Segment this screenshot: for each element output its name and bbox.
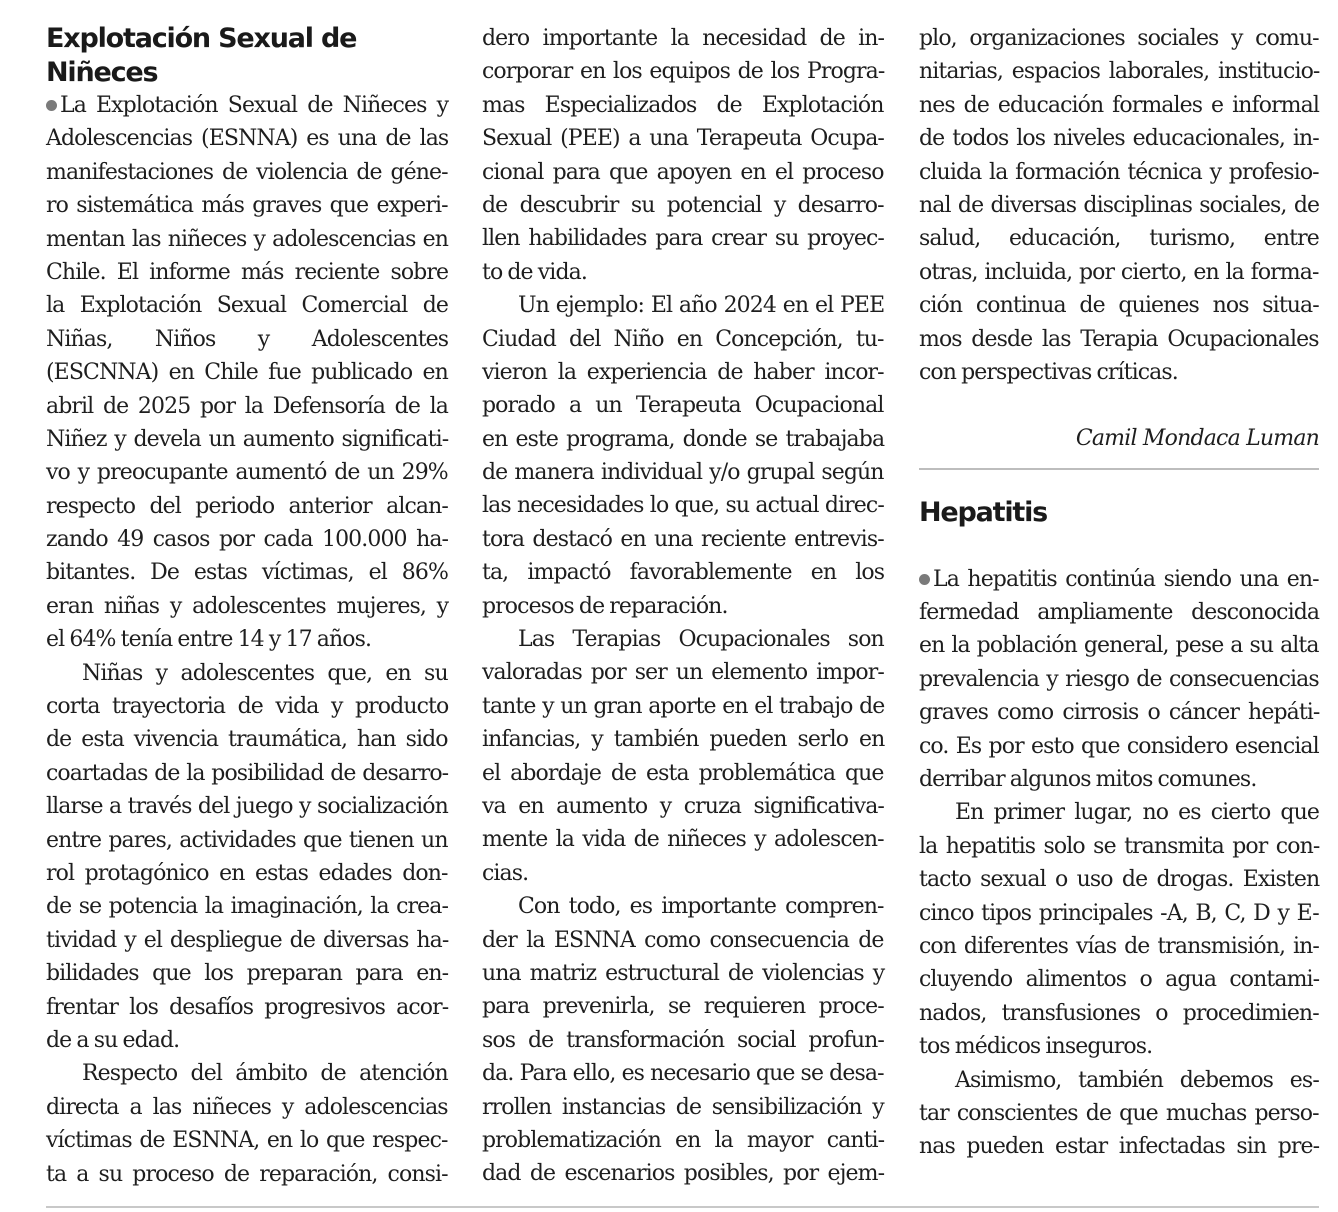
- text-line-content: Sexual (PEE) a una Terapeuta Ocupa-: [482, 126, 884, 152]
- text-line-content: nal de diversas disciplinas sociales, de: [919, 192, 1320, 218]
- text-line-content: ta a su proceso de reparación, consi-: [46, 1161, 448, 1187]
- text-line-content: otras, incluida, por cierto, en la forma-: [919, 259, 1319, 285]
- text-line: [482, 757, 884, 790]
- text-line-content: La Explotación Sexual de Niñeces y: [60, 93, 449, 118]
- text-line-content: mos desde las Terapia Ocupacionales: [919, 326, 1319, 352]
- text-line-content: plo, organizaciones sociales y comu-: [919, 26, 1319, 51]
- text-line-content: respecto del periodo anterior alcan-: [46, 493, 448, 519]
- text-line-content: en este programa, donde se trabajaba: [482, 426, 885, 452]
- text-line: [46, 991, 448, 1024]
- text-line-content: cional para que apoyen en el proceso: [482, 159, 884, 185]
- text-line-content: Con todo, es importante compren-: [518, 894, 884, 920]
- text-line-content: en la población general, pese a su alta: [919, 633, 1319, 659]
- text-line-content: sos de transformación social profun-: [482, 1027, 884, 1053]
- text-line-content: tacto sexual o uso de drogas. Existen: [919, 867, 1320, 893]
- text-line-content: Niñas, Niños y Adolescentes: [46, 326, 449, 352]
- column-3: [919, 22, 1319, 1164]
- text-line: [46, 623, 448, 656]
- text-line: [482, 456, 884, 489]
- column-2: [482, 22, 884, 1191]
- text-line: [46, 122, 448, 155]
- text-line-content: corta trayectoria de vida y producto: [46, 694, 449, 720]
- text-line: [919, 897, 1319, 930]
- bullet-icon: [919, 574, 930, 585]
- article-body-col3: [919, 22, 1319, 389]
- text-line: [919, 156, 1319, 189]
- text-line: [919, 596, 1319, 629]
- text-line: [482, 55, 884, 88]
- text-line-content: nes de educación formales e informal: [919, 92, 1319, 118]
- text-line: [482, 256, 884, 289]
- text-line: [46, 423, 448, 456]
- text-line: [482, 89, 884, 122]
- text-line-content: bilidades que los preparan para en-: [46, 961, 449, 987]
- text-line-content: vo y preocupante aumentó de un 29%: [46, 460, 448, 486]
- text-line: [919, 1130, 1319, 1163]
- page-bottom-rule: [46, 1206, 1319, 1208]
- text-line-content: corporar en los equipos de los Progra-: [482, 59, 885, 85]
- text-line: [46, 490, 448, 523]
- text-line: [46, 790, 448, 823]
- text-line: [482, 1157, 884, 1190]
- text-line: [482, 623, 884, 656]
- text-line: [919, 22, 1319, 55]
- text-line-content: cinco tipos principales -A, B, C, D y E-: [919, 900, 1319, 926]
- bullet-icon: [46, 100, 57, 111]
- text-line: [46, 556, 448, 589]
- text-line: [482, 1024, 884, 1057]
- text-line: [482, 1091, 884, 1124]
- text-line: [482, 489, 884, 522]
- text-line: [482, 957, 884, 990]
- text-line-content: prevalencia y riesgo de consecuencias: [919, 666, 1319, 692]
- text-line: [46, 89, 448, 122]
- text-line: [919, 122, 1319, 155]
- text-line-content: Ciudad del Niño en Concepción, tu-: [482, 326, 884, 352]
- text-line-content: la Explotación Sexual Comercial de: [46, 293, 448, 319]
- text-line: [46, 323, 448, 356]
- article-title-hepatitis: Hepatitis: [919, 496, 1048, 528]
- text-line: [482, 723, 884, 756]
- text-line-content: problematización en la mayor canti-: [482, 1127, 885, 1153]
- text-line-content: el abordaje de esta problemática que: [482, 760, 884, 786]
- text-line: [482, 156, 884, 189]
- text-line-content: manifestaciones de violencia de géne-: [46, 159, 448, 185]
- text-line: [919, 189, 1319, 222]
- text-line: [919, 930, 1319, 963]
- text-line-content: de todos los niveles educacionales, in-: [919, 126, 1319, 152]
- text-line-content: de se potencia la imaginación, la crea-: [46, 894, 448, 920]
- text-line: [482, 389, 884, 422]
- text-line: [46, 757, 448, 790]
- text-line-content: Niñas y adolescentes que, en su: [82, 660, 448, 686]
- text-line-content: víctimas de ESNNA, en lo que respec-: [46, 1128, 448, 1154]
- text-line: [46, 657, 448, 690]
- text-line: [919, 663, 1319, 696]
- text-line-content: tante y un gran aporte en el trabajo de: [482, 693, 885, 719]
- text-line-content: ta, impactó favorablemente en los: [482, 560, 885, 586]
- text-line: [46, 256, 448, 289]
- text-line-content: con diferentes vías de transmisión, in-: [919, 933, 1319, 959]
- text-line: [919, 356, 1319, 389]
- text-line: [919, 256, 1319, 289]
- article-body-hepatitis: [919, 563, 1319, 1164]
- text-line: [482, 556, 884, 589]
- text-line-content: porado a un Terapeuta Ocupacional: [482, 393, 884, 419]
- column-1: [46, 22, 448, 1191]
- text-line: [482, 590, 884, 623]
- text-line: [482, 857, 884, 890]
- text-line-content: zando 49 casos por cada 100.000 ha-: [46, 527, 449, 553]
- text-line: [482, 323, 884, 356]
- text-line-content: graves como cirrosis o cáncer hepáti-: [919, 700, 1320, 726]
- text-line-content: nas pueden estar infectadas sin pre-: [919, 1134, 1320, 1160]
- text-line: [482, 890, 884, 923]
- text-line-content: mas Especializados de Explotación: [482, 92, 884, 118]
- text-line-content: cluyendo alimentos o agua contami-: [919, 967, 1320, 993]
- text-line: [482, 656, 884, 689]
- text-line-content: abril de 2025 por la Defensoría de la: [46, 393, 448, 419]
- text-line: [482, 22, 884, 55]
- text-line-content: vieron la experiencia de haber incor-: [482, 359, 884, 385]
- text-line-content: dad de escenarios posibles, por ejem-: [482, 1161, 885, 1187]
- text-line-content: la hepatitis solo se transmita por con-: [919, 833, 1320, 859]
- text-line-content: Respecto del ámbito de atención: [82, 1061, 448, 1087]
- text-line: [919, 830, 1319, 863]
- text-line-content: mentan las niñeces y adolescencias en: [46, 226, 448, 252]
- text-line: [482, 356, 884, 389]
- text-line: [919, 1030, 1319, 1063]
- text-line-content: Adolescencias (ESNNA) es una de las: [46, 126, 449, 152]
- text-line: [919, 863, 1319, 896]
- text-line: [919, 563, 1319, 596]
- text-line-content: da. Para ello, es necesario que se desa-: [482, 1061, 884, 1087]
- text-line-content: valoradas por ser un elemento impor-: [482, 660, 884, 686]
- text-line-content: el 64% tenía entre 14 y 17 años.: [46, 627, 372, 653]
- text-line: [46, 523, 448, 556]
- text-line: [482, 222, 884, 255]
- text-line: [919, 323, 1319, 356]
- text-line: [482, 423, 884, 456]
- text-line: [46, 390, 448, 423]
- text-line: [482, 690, 884, 723]
- author-signature: Camil Mondaca Luman: [1075, 426, 1319, 452]
- text-line-content: bitantes. De estas víctimas, el 86%: [46, 560, 448, 586]
- text-line: [46, 1091, 448, 1124]
- text-line: [919, 730, 1319, 763]
- article-body-col1: [46, 89, 448, 1191]
- article-title-explotacion: Explotación Sexual de Niñeces: [46, 23, 357, 88]
- text-line-content: tos médicos inseguros.: [919, 1034, 1153, 1060]
- text-line: [919, 629, 1319, 662]
- text-line: [919, 55, 1319, 88]
- text-line: [46, 289, 448, 322]
- text-line: [46, 957, 448, 990]
- text-line-content: tar conscientes de que muchas perso-: [919, 1100, 1319, 1126]
- text-line: [919, 1064, 1319, 1097]
- text-line: [482, 1124, 884, 1157]
- text-line: [46, 824, 448, 857]
- text-line-content: rol protagónico en estas edades don-: [46, 860, 448, 886]
- text-line-content: frentar los desafíos progresivos acor-: [46, 994, 449, 1020]
- text-line: [482, 924, 884, 957]
- text-line-content: Un ejemplo: El año 2024 en el PEE: [518, 293, 885, 319]
- text-line-content: Niñez y devela un aumento significati-: [46, 426, 449, 452]
- text-line: [482, 189, 884, 222]
- text-line-content: las necesidades lo que, su actual direc-: [482, 493, 884, 519]
- text-line-content: cluida la formación técnica y profesio-: [919, 159, 1319, 185]
- text-line: [46, 223, 448, 256]
- text-line-content: de manera individual y/o grupal según: [482, 460, 884, 486]
- text-line: [46, 590, 448, 623]
- text-line-content: llarse a través del juego y socialización: [46, 794, 448, 820]
- text-line: [46, 1024, 448, 1057]
- text-line: [46, 189, 448, 222]
- text-line: [482, 289, 884, 322]
- text-line-content: ción continua de quienes nos situa-: [919, 293, 1319, 319]
- text-line: [482, 823, 884, 856]
- spacer: [919, 389, 1319, 422]
- text-line: [919, 997, 1319, 1030]
- text-line-content: tora destacó en una reciente entrevis-: [482, 526, 884, 552]
- text-line-content: entre pares, actividades que tienen un: [46, 827, 448, 853]
- text-line-content: tividad y el despliegue de diversas ha-: [46, 927, 449, 953]
- text-line: [482, 990, 884, 1023]
- text-line: [482, 790, 884, 823]
- text-line: [46, 690, 448, 723]
- text-line-content: coartadas de la posibilidad de desarro-: [46, 760, 449, 786]
- text-line-content: Las Terapias Ocupacionales son: [518, 627, 884, 653]
- text-line-content: de descubrir su potencial y desarro-: [482, 192, 884, 218]
- text-line-content: de a su edad.: [46, 1027, 180, 1053]
- text-line-content: cias.: [482, 860, 529, 886]
- text-line: [482, 1057, 884, 1090]
- text-line-content: infancias, y también pueden serlo en: [482, 727, 885, 753]
- text-line-content: nitarias, espacios laborales, institucio-: [919, 59, 1320, 85]
- text-line-content: una matriz estructural de violencias y: [482, 960, 885, 986]
- text-line: [919, 1097, 1319, 1130]
- text-line: [46, 857, 448, 890]
- text-line: [919, 763, 1319, 796]
- text-line-content: salud, educación, turismo, entre: [919, 226, 1319, 252]
- text-line: [46, 156, 448, 189]
- article-body-col2: [482, 22, 884, 1191]
- text-line: [46, 1158, 448, 1191]
- text-line-content: La hepatitis continúa siendo una en-: [933, 566, 1319, 592]
- text-line-content: fermedad ampliamente desconocida: [919, 600, 1320, 626]
- text-line: [46, 1057, 448, 1090]
- text-line-content: para prevenirla, se requieren proce-: [482, 994, 884, 1020]
- text-line: [919, 796, 1319, 829]
- text-line-content: En primer lugar, no es cierto que: [955, 800, 1319, 826]
- text-line-content: dero importante la necesidad de in-: [482, 26, 885, 51]
- text-line: [482, 523, 884, 556]
- text-line: [46, 356, 448, 389]
- text-line-content: directa a las niñeces y adolescencias: [46, 1094, 448, 1120]
- text-line: [46, 723, 448, 756]
- section-divider: [919, 468, 1319, 470]
- text-line: [46, 1124, 448, 1157]
- text-line-content: Asimismo, también debemos es-: [955, 1067, 1319, 1093]
- text-line-content: (ESCNNA) en Chile fue publicado en: [46, 360, 448, 386]
- text-line: [46, 890, 448, 923]
- text-line-content: ro sistemática más graves que experi-: [46, 193, 448, 219]
- text-line-content: procesos de reparación.: [482, 593, 728, 619]
- text-line-content: con perspectivas críticas.: [919, 359, 1178, 385]
- text-line-content: derribar algunos mitos comunes.: [919, 767, 1257, 793]
- text-line-content: rrollen instancias de sensibilización y: [482, 1094, 884, 1120]
- text-line-content: nados, transfusiones o procedimien-: [919, 1000, 1319, 1026]
- text-line-content: llen habilidades para crear su proyec-: [482, 226, 884, 252]
- text-line: [919, 963, 1319, 996]
- text-line: [482, 122, 884, 155]
- text-line-content: eran niñas y adolescentes mujeres, y: [46, 593, 449, 619]
- text-line-content: co. Es por esto que considero esencial: [919, 733, 1319, 759]
- text-line-content: va en aumento y cruza significativa-: [482, 793, 884, 819]
- text-line: [919, 89, 1319, 122]
- text-line-content: mente la vida de niñeces y adolescen-: [482, 827, 884, 853]
- text-line-content: de esta vivencia traumática, han sido: [46, 727, 448, 753]
- text-line-content: der la ESNNA como consecuencia de: [482, 927, 884, 953]
- text-line: [919, 289, 1319, 322]
- text-line: [919, 696, 1319, 729]
- text-line: [46, 924, 448, 957]
- text-line: [46, 456, 448, 489]
- text-line-content: Chile. El informe más reciente sobre: [46, 259, 449, 285]
- text-line: [919, 222, 1319, 255]
- text-line-content: to de vida.: [482, 259, 587, 285]
